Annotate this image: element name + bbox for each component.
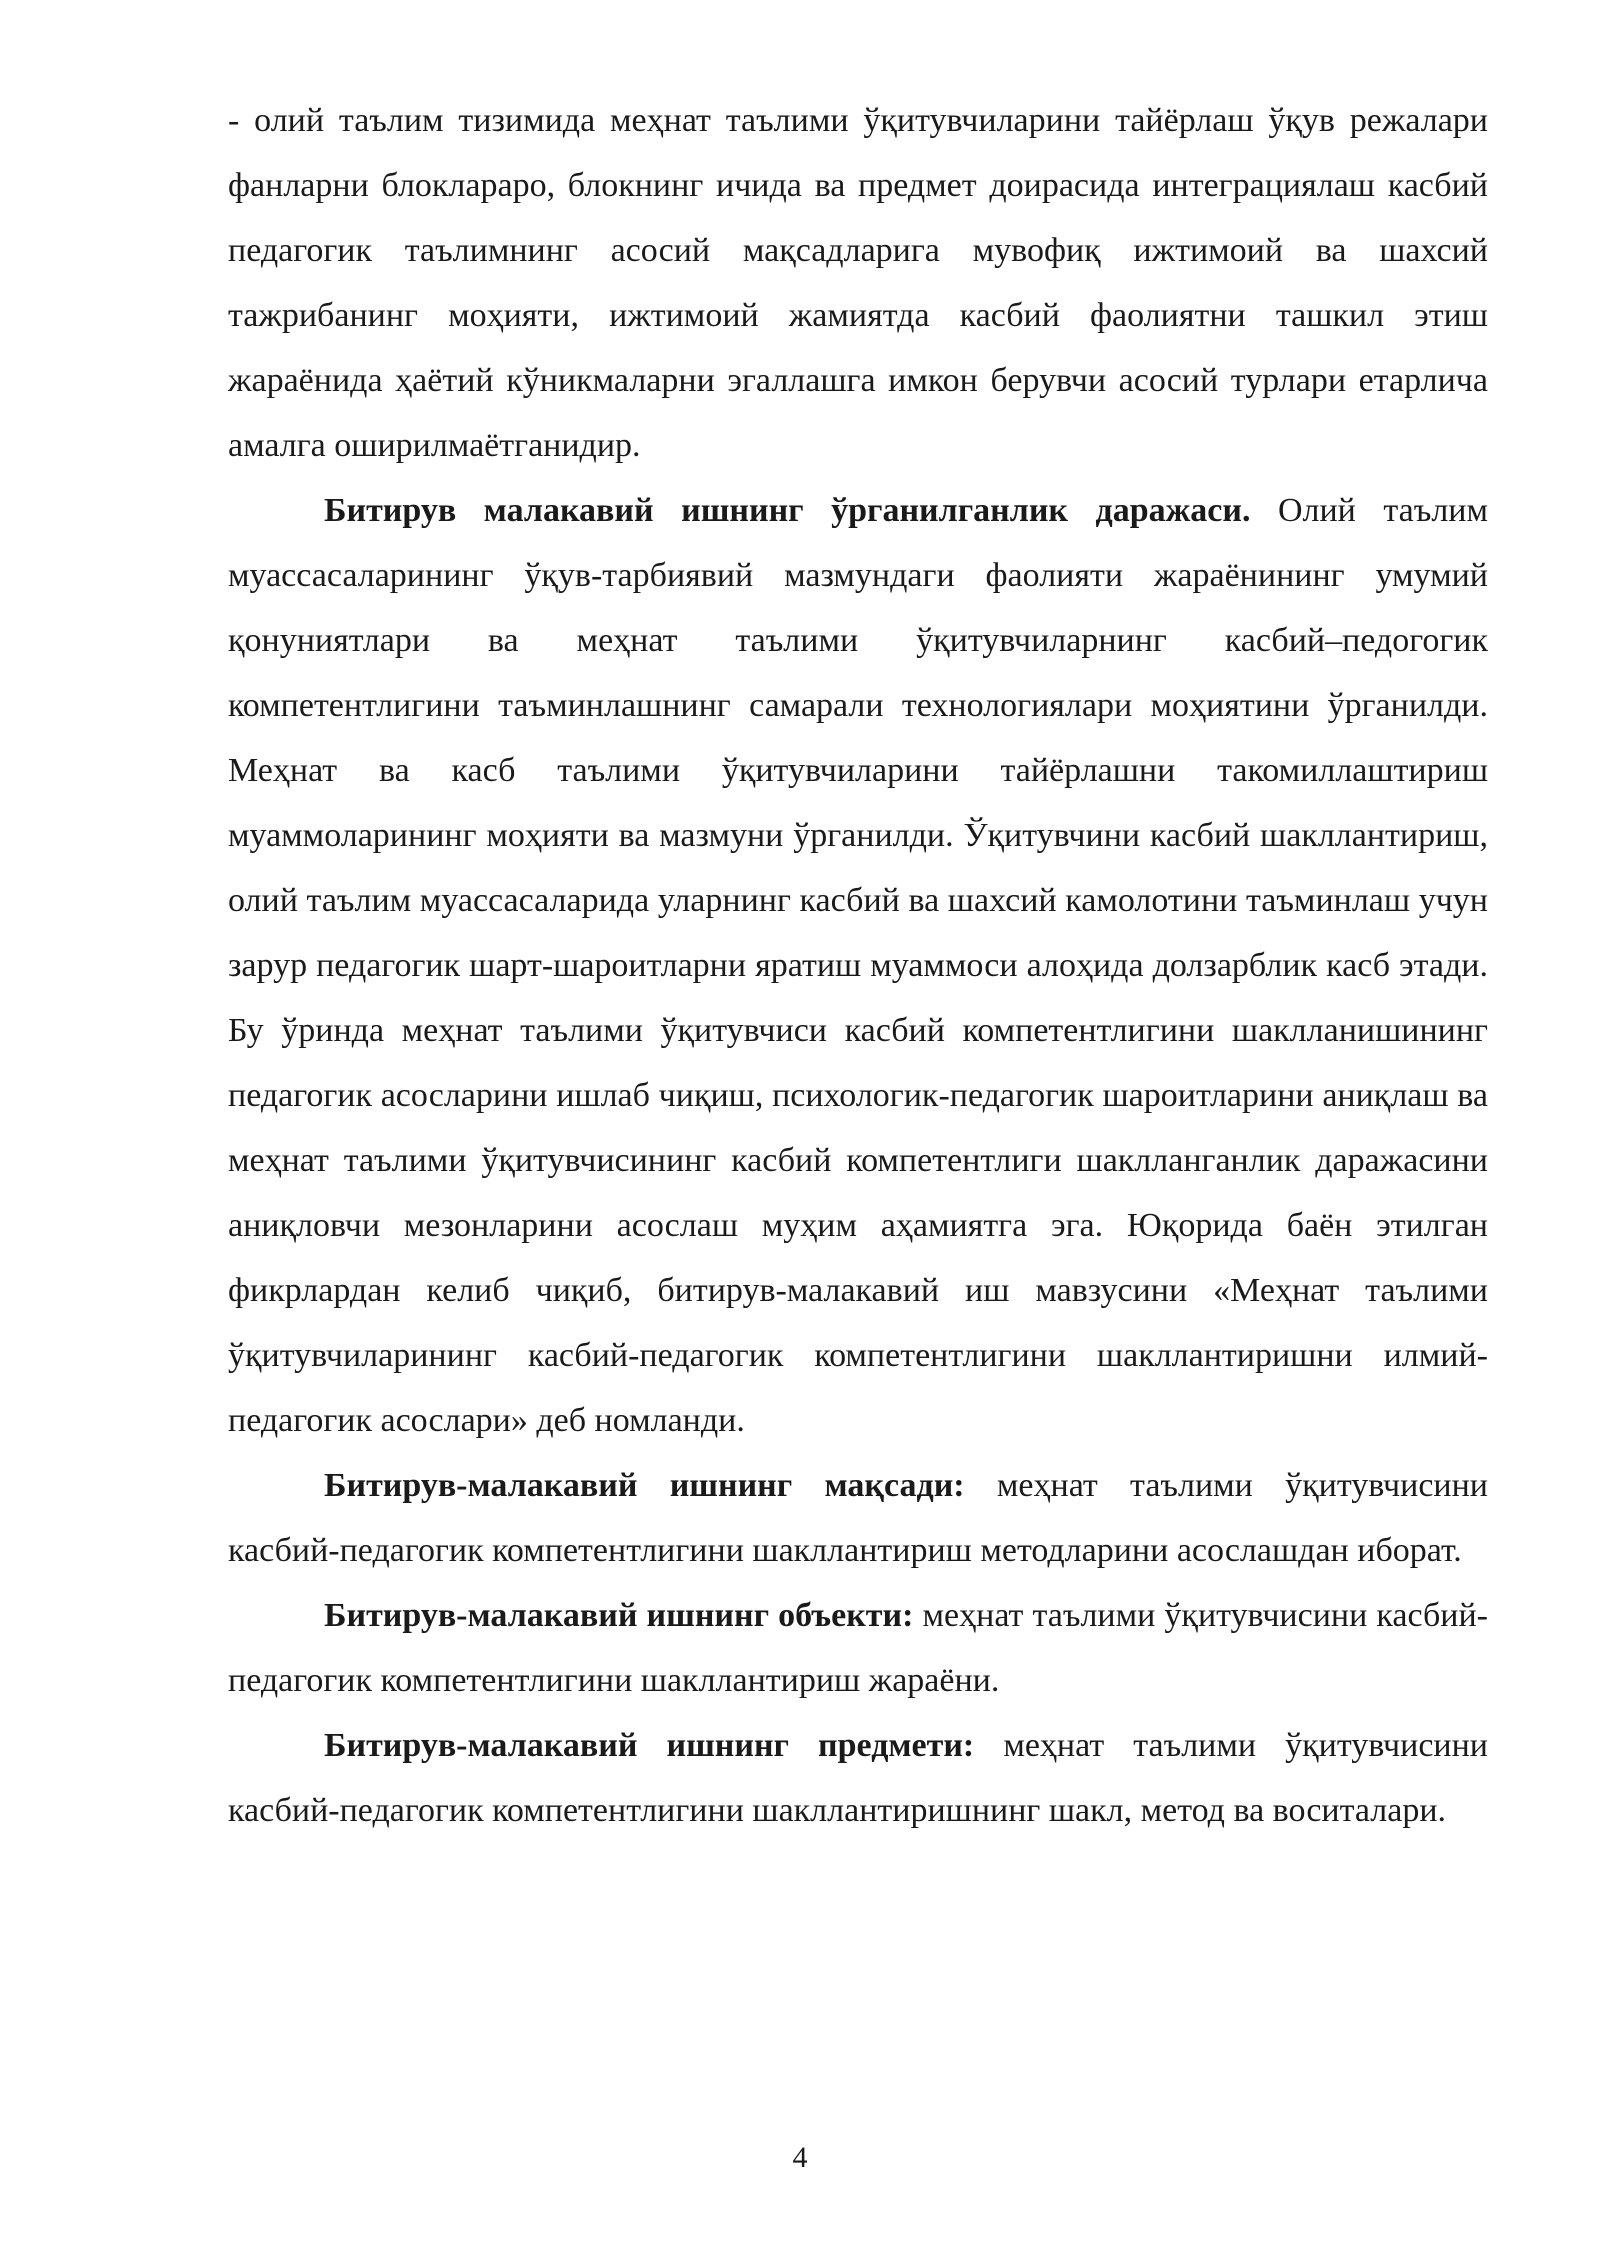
paragraph-object [228,1583,1488,1713]
paragraph-heading: Битирув-малакавий ишнинг объекти: [324,1597,914,1634]
paragraph-subject [228,1713,1488,1843]
paragraph-intro-continuation [228,88,1488,478]
page-number: 4 [792,2141,808,2174]
paragraph-text: меҳнат таълими ўқитувчисини касбий-педагогик компетентлигини шакллантириш жараёни. [228,1597,1489,1699]
paragraph-research-level [228,478,1488,1453]
paragraph-text: Олий таълим муассасаларининг ўқув-тарбиявий мазмундаги фаолияти жараёнининг умумий қонуниятлари ва меҳнат таълими ўқитувчиларнинг касбий–педогогик компетентлигини таъминлашнинг самарали технологиялари моҳиятини ўрганилди. Меҳнат ва касб таълими ўқитувчиларини тайёрлашни такомиллаштириш муаммоларининг моҳияти ва мазмуни ўрганилди. Ўқитувчини касбий шакллантириш, олий таълим муассасаларида уларнинг касбий ва шахсий камолотини таъминлаш учун зарур педагогик шарт-шароитларни яратиш муаммоси алоҳида долзарблик касб этади. Бу ўринда меҳнат таълими ўқитувчиси касбий компетентлигини шаклланишининг педагогик асосларини ишлаб чиқиш, психологик-педагогик шароитларини аниқлаш ва меҳнат таълими ўқитувчисининг касбий компетентлиги шаклланганлик даражасини аниқловчи мезонларини асослаш муҳим аҳамиятга эга. Юқорида баён этилган фикрлардан келиб чиқиб, битирув-малакавий иш мавзусини «Меҳнат таълими ўқитувчиларининг касбий-педагогик компетентлигини шакллантиришни илмий-педагогик асослари» деб номланди. [228,492,1488,1439]
paragraph-text: - олий таълим тизимида меҳнат таълими ўқитувчиларини тайёрлаш ўқув режалари фанларни блоклараро, блокнинг ичида ва предмет доирасида интеграциялаш касбий педагогик таълимнинг асосий мақсадларига мувофиқ ижтимоий ва шахсий тажрибанинг моҳияти, ижтимоий жамиятда касбий фаолиятни ташкил этиш жараёнида ҳаётий кўникмаларни эгаллашга имкон берувчи асосий турлари етарлича амалга оширилмаётганидир. [228,102,1488,464]
document-page [228,88,1488,1843]
paragraph-text: меҳнат таълими ўқитувчисини касбий-педагогик компетентлигини шакллантириш методларини асослашдан иборат. [228,1467,1489,1569]
paragraph-goal [228,1453,1488,1583]
paragraph-text: меҳнат таълими ўқитувчисини касбий-педагогик компетентлигини шакллантиришнинг шакл, метод ва воситалари. [228,1727,1488,1829]
paragraph-heading: Битирув-малакавий ишнинг мақсади: [324,1467,965,1504]
paragraph-heading: Битирув-малакавий ишнинг предмети: [324,1727,975,1764]
paragraph-heading: Битирув малакавий ишнинг ўрганилганлик даражаси. [324,492,1251,529]
